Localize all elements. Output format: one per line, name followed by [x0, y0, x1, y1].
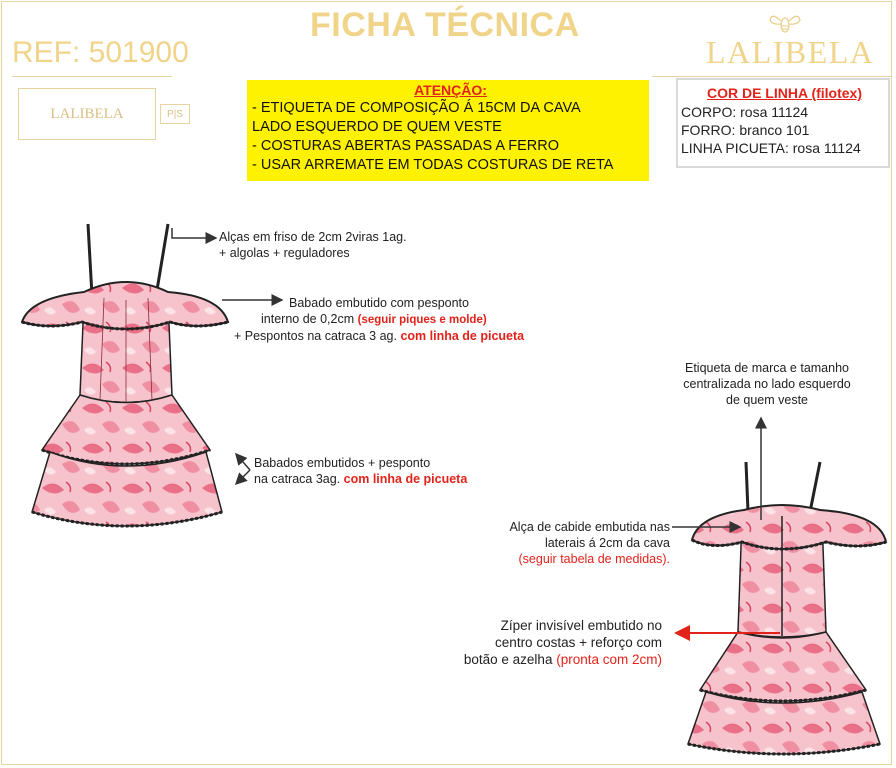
thread-color-line: FORRO: branco 101	[681, 122, 810, 138]
brand-label-note	[664, 360, 870, 408]
back-skirt-tier-1	[700, 632, 866, 701]
ruffle-note-line	[234, 311, 524, 328]
skirt-arrow-upper	[236, 454, 250, 470]
ruffle-note-text: + Pespontos na catraca 3 ag.	[234, 329, 397, 343]
skirt-note-text: na catraca 3ag.	[254, 472, 341, 486]
hanger-note	[470, 519, 670, 567]
hanger-note-highlight: (seguir tabela de medidas).	[518, 552, 670, 566]
zipper-note-line: centro costas + reforço com	[495, 635, 662, 650]
attention-title: ATENÇÃO:	[414, 82, 487, 98]
ruffle-note-highlight: com linha de picueta	[400, 329, 525, 343]
zipper-note-text: botão e azelha	[463, 652, 553, 667]
attention-line: LADO ESQUERDO DE QUEM VESTE	[252, 119, 502, 135]
thread-color-line: CORPO: rosa 11124	[681, 104, 809, 120]
back-right-strap	[810, 462, 820, 512]
hanger-note-line: laterais á 2cm da cava	[544, 536, 670, 550]
back-left-strap	[746, 462, 748, 512]
thread-color-title: COR DE LINHA (filotex)	[706, 85, 863, 101]
ruffle-note-line	[234, 328, 524, 344]
attention-line: - USAR ARREMATE EM TODAS COSTURAS DE RETA	[252, 157, 614, 173]
skirt-note-line: Babados embutidos + pesponto	[254, 456, 431, 470]
page-title: FICHA TÉCNICA	[310, 6, 580, 44]
brand-label-note-line: Etiqueta de marca e tamanho	[685, 361, 849, 375]
zipper-note-line: Zíper invisível embutido no	[500, 618, 662, 633]
size-tag: P|S	[160, 104, 190, 124]
front-left-strap	[88, 224, 92, 296]
front-right-strap	[156, 224, 168, 296]
straps-note-line: + algolas + reguladores	[219, 246, 350, 260]
zipper-note-line	[440, 651, 662, 668]
ruffle-note-text: interno de 0,2cm	[261, 312, 355, 326]
skirt-note	[254, 455, 467, 487]
attention-line: - COSTURAS ABERTAS PASSADAS A FERRO	[252, 138, 559, 154]
skirt-arrow-lower	[236, 470, 250, 484]
brand-logo: LALIBELA	[706, 34, 875, 70]
front-shoulder-ruffle	[22, 282, 228, 329]
label-brand-text: LALIBELA	[50, 105, 124, 122]
front-skirt-tier-1	[42, 395, 210, 464]
zipper-note-highlight: (pronta com 2cm)	[556, 652, 662, 667]
straps-arrow	[172, 228, 216, 238]
reference-number: REF: 501900	[12, 36, 189, 69]
brand-label-note-line: centralizada no lado esquerdo	[683, 377, 851, 391]
skirt-note-highlight: com linha de picueta	[343, 472, 468, 486]
zipper-note	[440, 617, 662, 668]
attention-line: - ETIQUETA DE COMPOSIÇÃO Á 15CM DA CAVA	[252, 100, 581, 116]
skirt-note-line	[254, 471, 467, 487]
straps-note-line: Alças em friso de 2cm 2viras 1ag.	[219, 230, 407, 244]
hanger-note-line: Alça de cabide embutida nas	[509, 520, 670, 534]
ruffle-note-line: Babado embutido com pesponto	[289, 296, 469, 310]
brand-label-note-line: de quem veste	[726, 393, 808, 407]
straps-note	[219, 229, 407, 261]
thread-color-line: LINHA PICUETA: rosa 11124	[681, 140, 861, 156]
back-dress-drawing	[688, 462, 886, 754]
ruffle-note-highlight: (seguir piques e molde)	[357, 314, 487, 326]
front-dress-drawing	[22, 224, 228, 526]
ruffle-note	[234, 295, 524, 344]
